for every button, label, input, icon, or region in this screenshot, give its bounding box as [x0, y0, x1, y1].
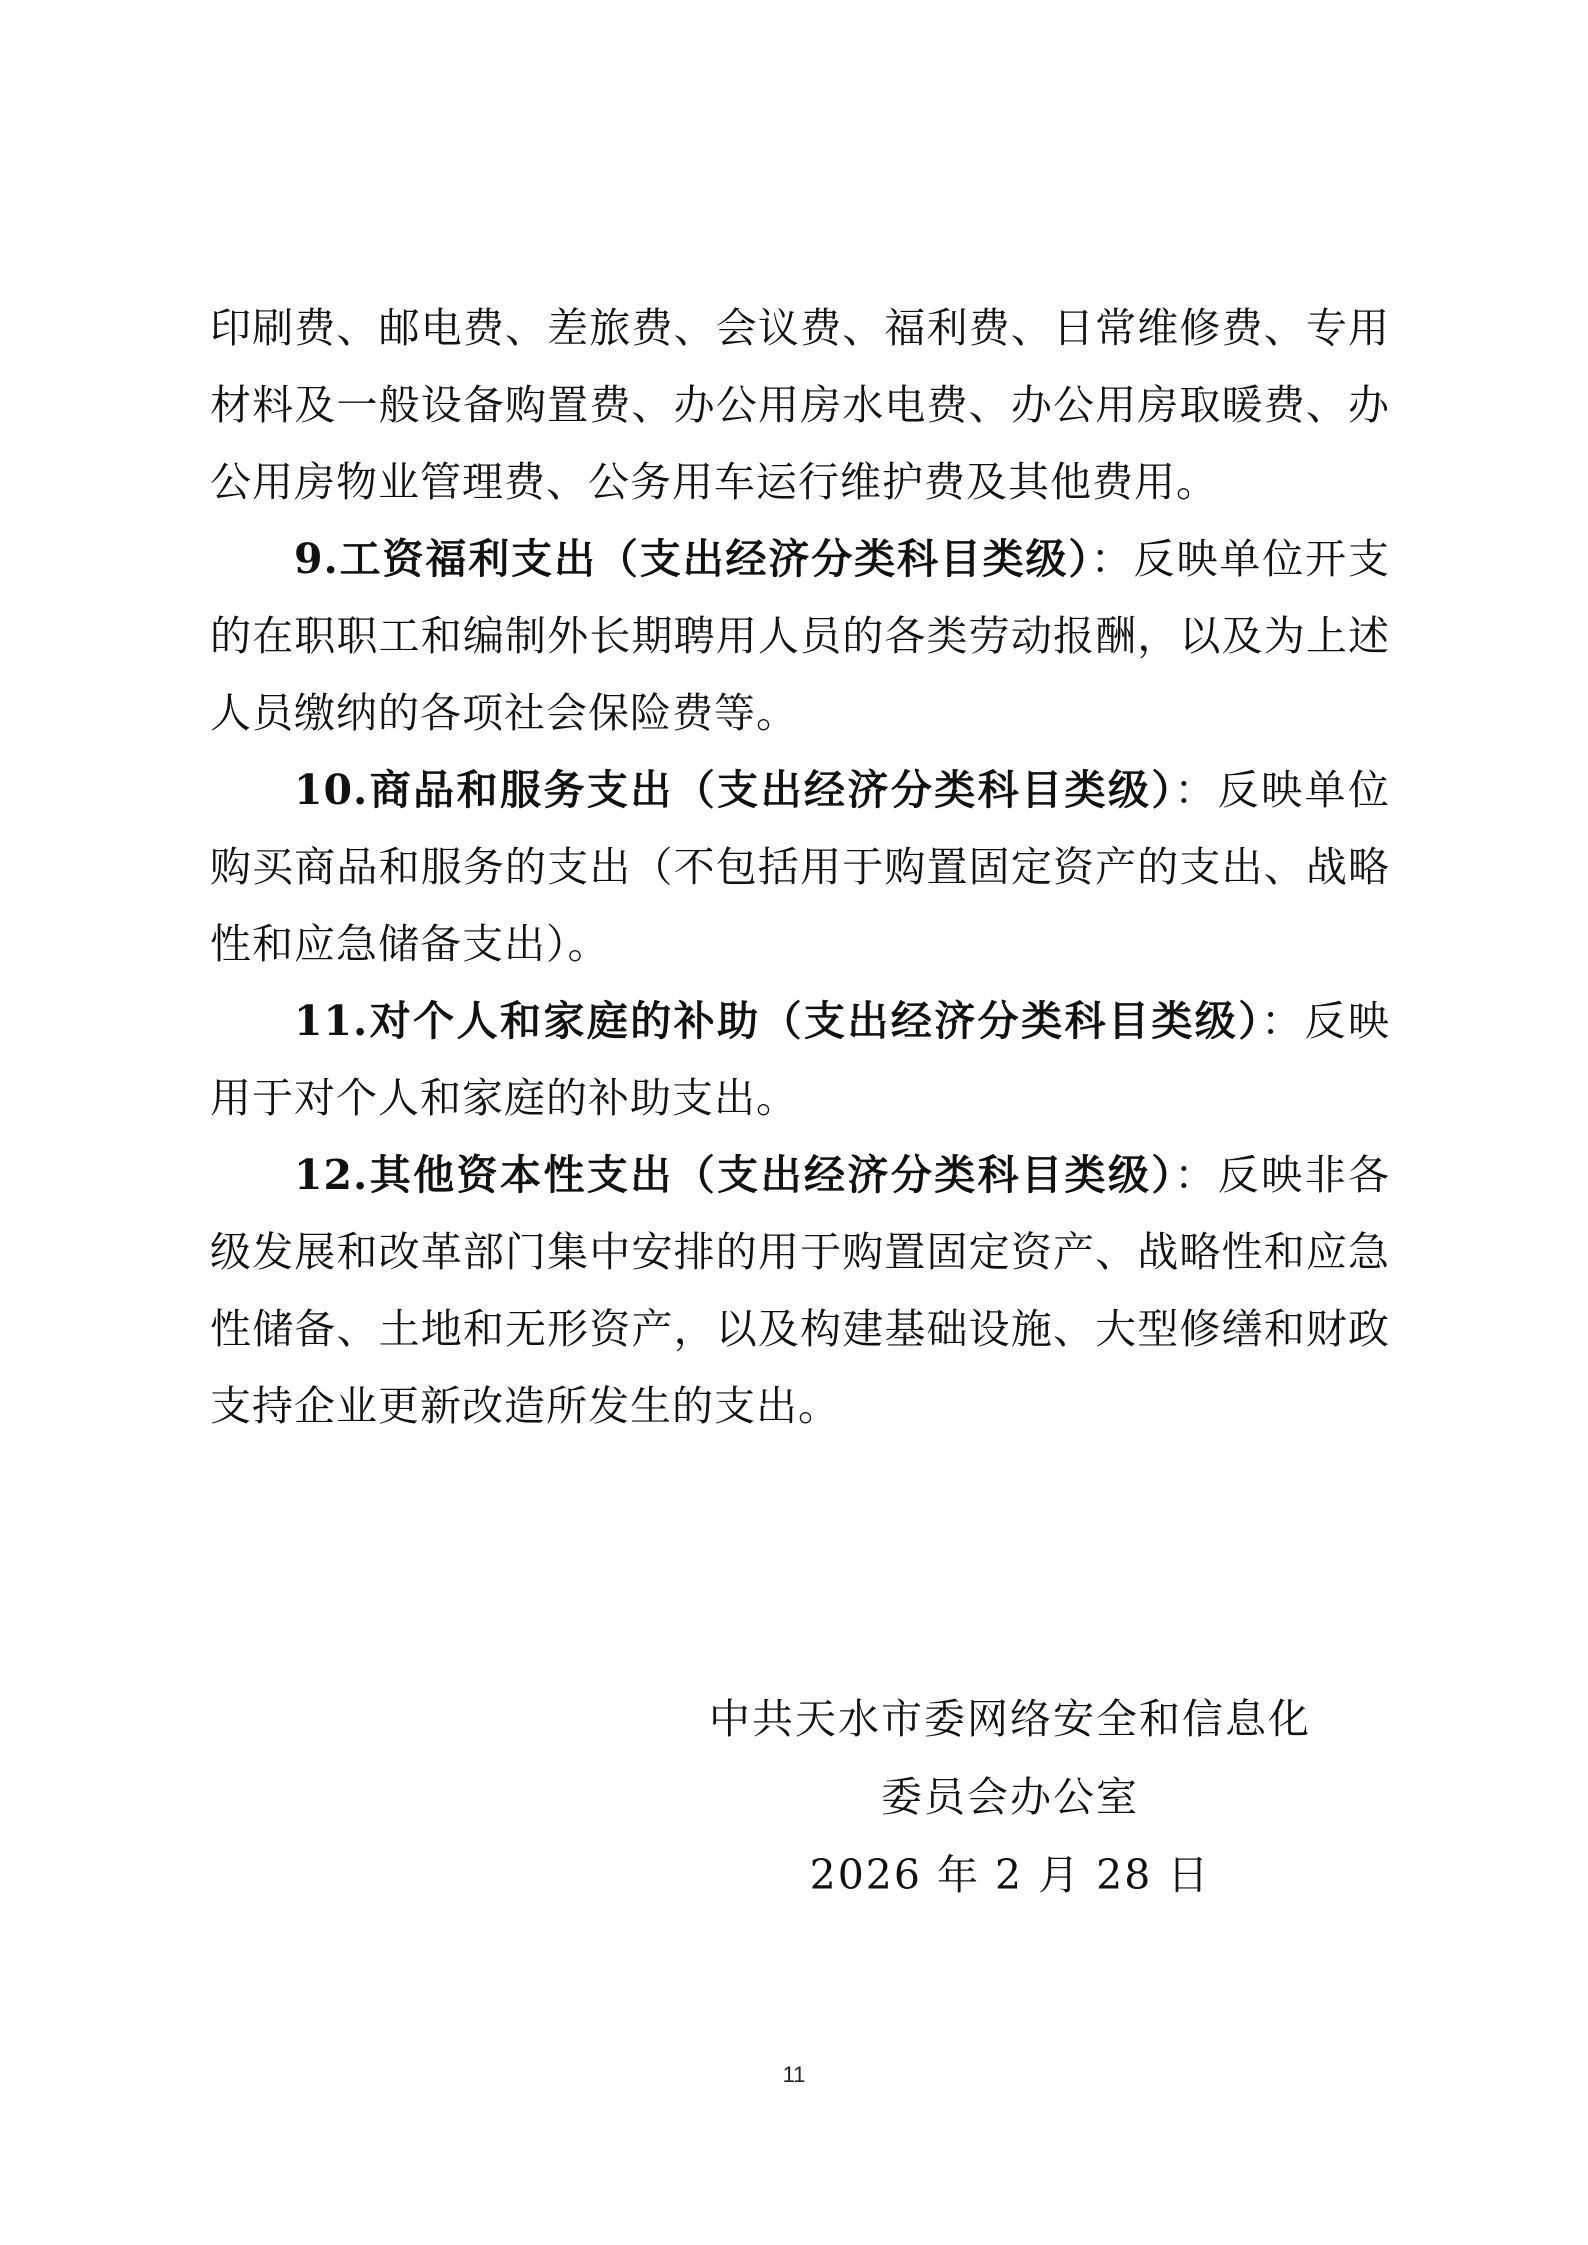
signature-org-line1: 中共天水市委网络安全和信息化 [709, 1695, 1311, 1743]
paragraph-text: ：反映单位开支的在职职工和编制外长期聘用人员的各类劳动报酬，以及为上述人员缴纳的各项社会保险费等。 [210, 535, 1391, 737]
signature-date: 2026 年 2 月 28 日 [809, 1851, 1211, 1899]
document-body [210, 290, 1390, 1445]
paragraph-item-12 [210, 1137, 1390, 1445]
paragraph-item-11 [210, 983, 1390, 1137]
paragraph-text: 印刷费、邮电费、差旅费、会议费、福利费、日常维修费、专用材料及一般设备购置费、办公用房水电费、办公用房取暖费、办公用房物业管理费、公务用车运行维护费及其他费用。 [210, 304, 1390, 506]
item-heading: 11.对个人和家庭的补助（支出经济分类科目类级） [294, 997, 1262, 1045]
item-heading: 9.工资福利支出（支出经济分类科目类级） [294, 535, 1091, 583]
page-number: 11 [782, 2062, 806, 2087]
paragraph-text: ：反映用于对个人和家庭的补助支出。 [210, 997, 1391, 1122]
paragraph-item-10 [210, 752, 1390, 983]
paragraph-text: ：反映单位购买商品和服务的支出（不包括用于购置固定资产的支出、战略性和应急储备支出）。 [210, 766, 1391, 968]
paragraph-text: ：反映非各级发展和改革部门集中安排的用于购置固定资产、战略性和应急性储备、土地和无形资产，以及构建基础设施、大型修缮和财政支持企业更新改造所发生的支出。 [210, 1151, 1391, 1430]
signature-org-line2: 委员会办公室 [881, 1773, 1139, 1821]
signature-block [700, 1680, 1320, 1914]
item-heading: 12.其他资本性支出（支出经济分类科目类级） [294, 1151, 1175, 1199]
item-heading: 10.商品和服务支出（支出经济分类科目类级） [294, 766, 1175, 814]
paragraph-item-9 [210, 521, 1390, 752]
paragraph-continued-expenses [210, 290, 1390, 521]
